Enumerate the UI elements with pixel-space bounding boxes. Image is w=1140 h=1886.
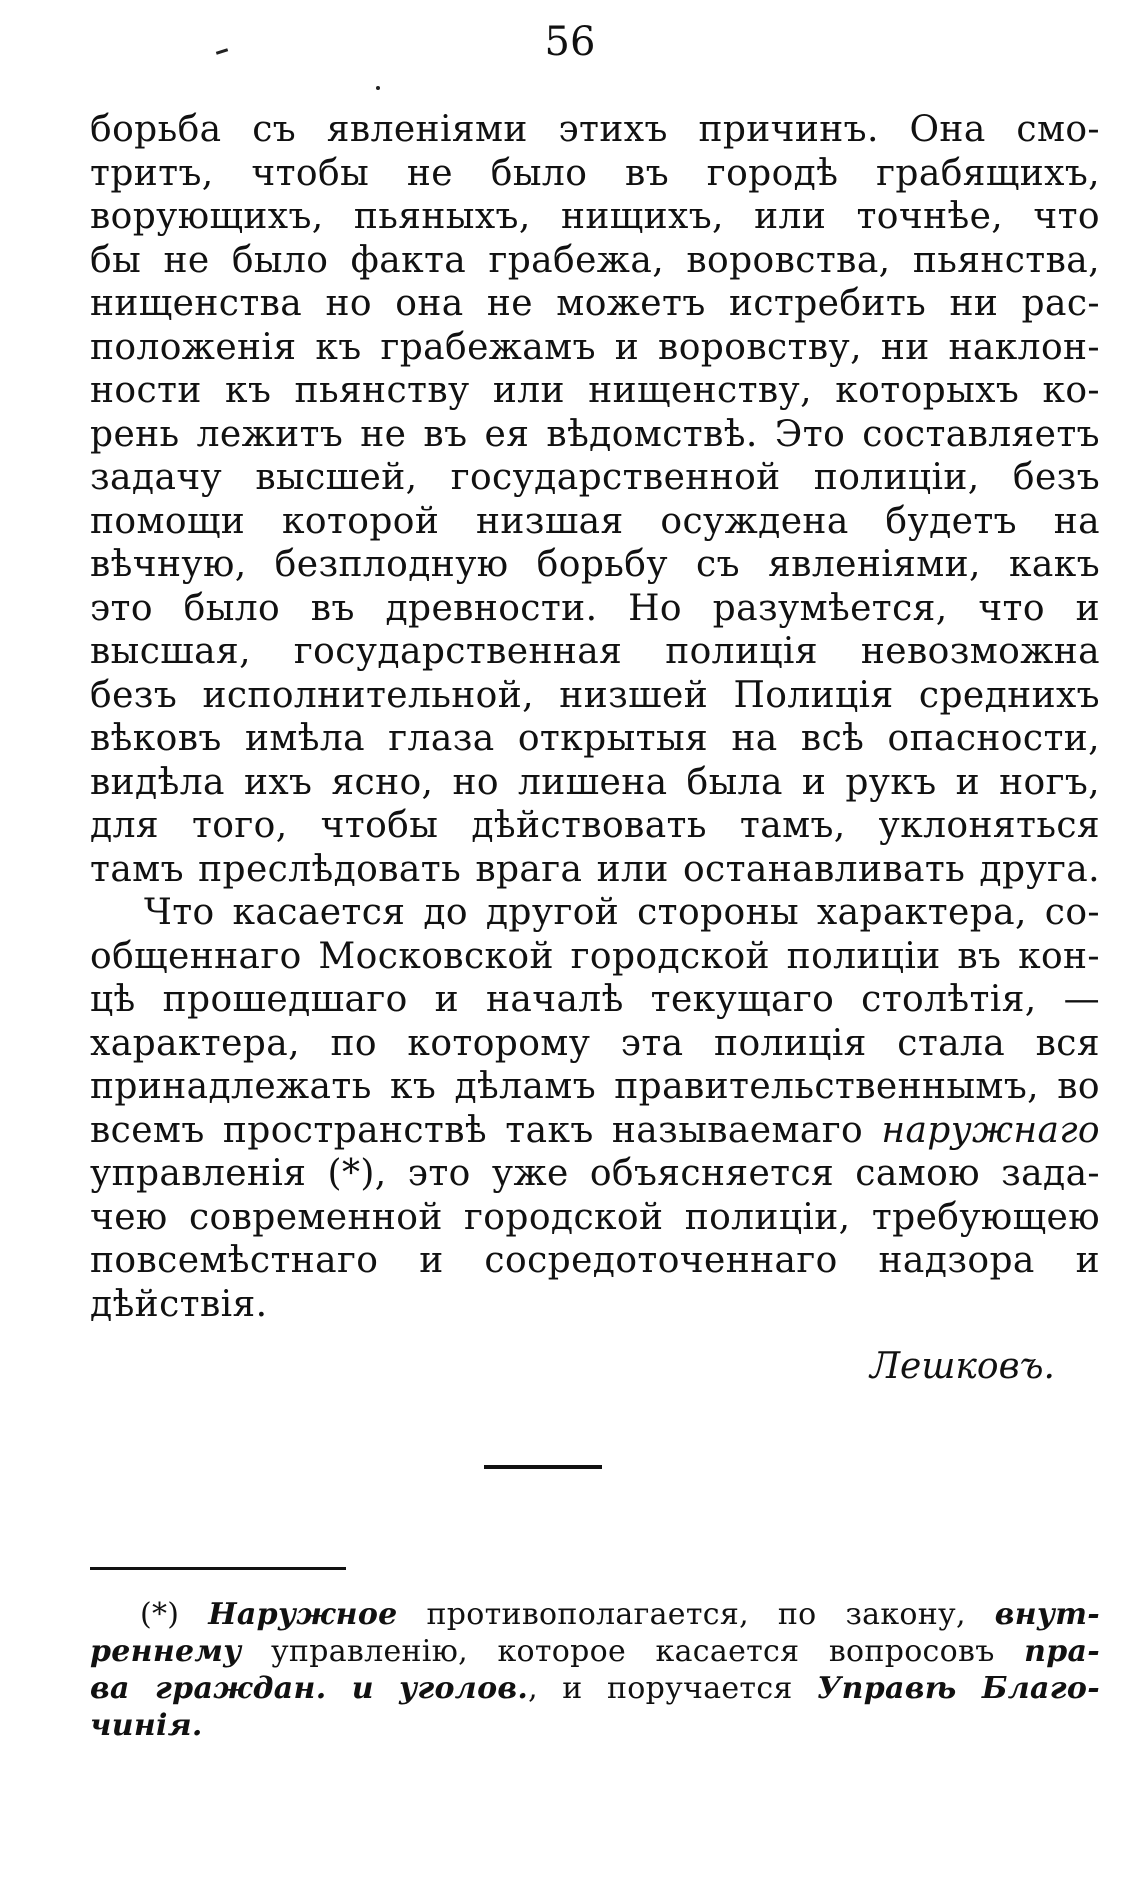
footnote-italic: реннему	[90, 1634, 242, 1669]
text-line: это было въ древности. Но разумѣется, что и	[90, 587, 1100, 629]
text-line: характера, по которому эта полиція стала вся	[90, 1022, 1100, 1064]
text-line: бы не было факта грабежа, воровства, пьянства,	[90, 239, 1100, 281]
text-line: тритъ, чтобы не было въ городѣ грабящихъ,	[90, 152, 1100, 194]
section-divider	[484, 1465, 602, 1469]
text-line: безъ исполнительной, низшей Полиція среднихъ	[90, 674, 1100, 716]
text-line: ности къ пьянству или нищенству, которыхъ ко-	[90, 370, 1100, 411]
text-fragment: всемъ пространствѣ такъ называемаго	[90, 1109, 864, 1151]
author-signature: Лешковъ.	[869, 1346, 1055, 1387]
paragraph-first-line: Что касается до другой стороны характера, со-	[144, 892, 1100, 933]
footnote-text: противополагается, по закону,	[397, 1597, 995, 1632]
text-line: положенія къ грабежамъ и воровству, ни наклон-	[90, 326, 1100, 368]
footnote	[90, 1596, 1100, 1744]
text-line: управленія (*), это уже объясняется самою зада-	[90, 1153, 1100, 1194]
page-number: 56	[544, 19, 596, 65]
text-line: тамъ преслѣдовать врага или останавливать друга.	[90, 848, 1100, 890]
text-line: видѣла ихъ ясно, но лишена была и рукъ и ногъ,	[90, 761, 1100, 803]
text-line: борьба съ явленіями этихъ причинъ. Она смо-	[90, 109, 1100, 150]
text-line-last: дѣйствія.	[90, 1283, 268, 1325]
text-line: вѣчную, безплодную борьбу съ явленіями, какъ	[90, 544, 1100, 585]
footnote-line	[90, 1670, 1100, 1707]
footnote-line	[90, 1596, 1100, 1633]
footnote-italic: чинія.	[90, 1708, 203, 1743]
text-line: рень лежитъ не въ ея вѣдомствѣ. Это составляетъ	[90, 413, 1100, 455]
footnote-line	[90, 1633, 1100, 1670]
footnote-italic: пра-	[1024, 1634, 1100, 1669]
text-line: высшая, государственная полиція невозможна	[90, 631, 1100, 672]
text-line: ворующихъ, пьяныхъ, нищихъ, или точнѣе, что	[90, 196, 1100, 237]
text-line: нищенства но она не можетъ истребить ни рас-	[90, 283, 1100, 324]
footnote-line	[90, 1707, 1100, 1744]
text-line: чею современной городской полиціи, требующею	[90, 1196, 1100, 1238]
text-line: повсемѣстнаго и сосредоточеннаго надзора и	[90, 1240, 1100, 1281]
footnote-text: , и поручается	[528, 1671, 817, 1706]
text-line: для того, чтобы дѣйствовать тамъ, уклоняться	[90, 805, 1100, 846]
text-line: принадлежать къ дѣламъ правительственнымъ, во	[90, 1066, 1100, 1107]
text-line: задачу высшей, государственной полиціи, безъ	[90, 457, 1100, 498]
footnote-italic: Управѣ Благо-	[817, 1671, 1100, 1706]
footnote-italic: внут-	[994, 1597, 1101, 1632]
italic-term: наружнаго	[881, 1109, 1100, 1151]
text-line: помощи которой низшая осуждена будетъ на	[90, 500, 1100, 542]
main-text-block	[90, 108, 1100, 1326]
footnote-text: управленію, которое касается вопросовъ	[241, 1634, 1025, 1669]
footnote-rule	[90, 1567, 346, 1570]
footnote-italic: ва граждан. и уголов.	[90, 1671, 529, 1706]
text-line: цѣ прошедшаго и началѣ текущаго столѣтія, —	[90, 979, 1100, 1020]
footnote-marker: (*)	[140, 1597, 180, 1632]
text-line-with-italic	[90, 1109, 1100, 1153]
footnote-term: Наружное	[208, 1597, 398, 1632]
text-line: общеннаго Московской городской полиціи въ кон-	[90, 935, 1100, 977]
text-line: вѣковъ имѣла глаза открытыя на всѣ опасности,	[90, 718, 1100, 759]
ink-speck	[376, 86, 380, 90]
